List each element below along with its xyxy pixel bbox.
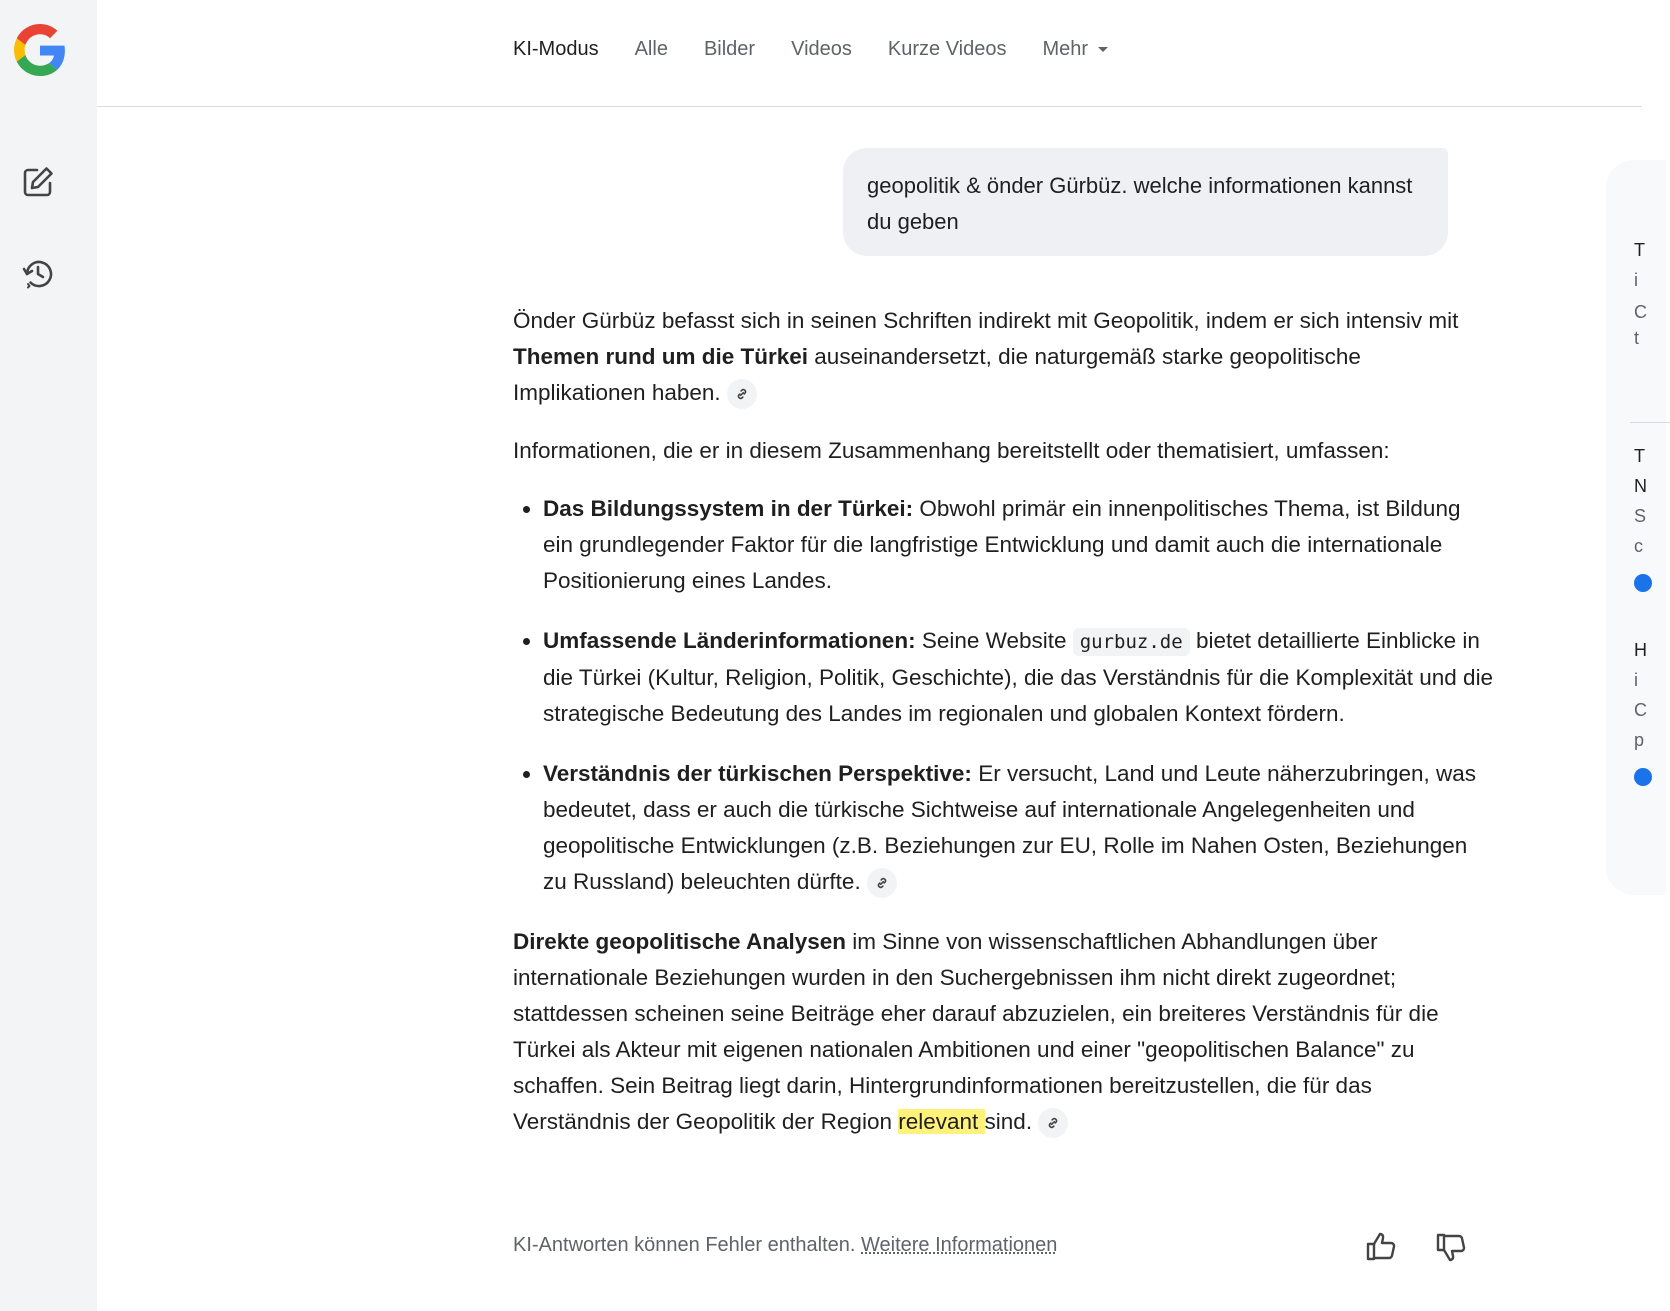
bold-text: Themen rund um die Türkei (513, 344, 809, 369)
text: sind. (984, 1109, 1033, 1134)
text: im Sinne von wissenschaftlichen Abhandlungen über internationale Beziehungen wurden in den Suchergebnissen ihm nicht direkt zugeordnet; stattdessen scheinen seine Beiträge eher darauf abzuzielen, ein breiteres Verständnis für die Türkei als Akteur mit eigenen nationalen Ambitionen und einer "geopolitischen Balance" zu schaffen. Sein Beitrag liegt darin, Hintergrundinformationen bereitzustellen, die für das Verständnis der Geopolitik der Region (513, 929, 1439, 1134)
tab-ki-modus[interactable] (513, 36, 599, 62)
tab-bilder[interactable] (704, 36, 755, 62)
disclaimer-text: KI-Antworten können Fehler enthalten. (513, 1234, 856, 1256)
answer-bullet-list (513, 491, 1495, 900)
more-info-link[interactable]: Weitere Informationen (861, 1234, 1058, 1256)
bold-text: Direkte geopolitische Analysen (513, 929, 847, 954)
sources-side-panel[interactable] (1606, 160, 1666, 895)
tab-label: Bilder (703, 38, 756, 60)
source-text-fragment: S (1634, 506, 1647, 526)
tab-alle[interactable] (635, 36, 668, 62)
list-item (543, 623, 1495, 732)
source-text-fragment: i (1634, 670, 1638, 690)
tab-label: Kurze Videos (887, 38, 1007, 60)
user-query-bubble: geopolitik & önder Gürbüz. welche informationen kannst du geben (843, 148, 1448, 256)
source-text-fragment: i (1634, 270, 1638, 290)
text: bietet detaillierte Einblicke in die Türkei (Kultur, Religion, Politik, Geschichte), die das Verständnis für die Komplexität und die strategische Bedeutung des Landes im regionalen und globalen Kontext fördern. (543, 628, 1494, 726)
citation-link-icon[interactable] (867, 868, 897, 898)
top-nav-bar (97, 0, 1642, 107)
tab-label: KI-Modus (513, 38, 599, 60)
answer-footer (513, 1230, 1473, 1266)
text: auseinandersetzt, die naturgemäß starke geopolitische Implikationen haben. (513, 344, 1361, 405)
divider (1630, 422, 1670, 423)
tab-mehr[interactable] (1042, 36, 1108, 62)
highlighted-text: relevant (898, 1109, 985, 1134)
ai-answer (513, 303, 1495, 1162)
text: Seine Website (915, 628, 1073, 653)
answer-intro (513, 303, 1495, 411)
thumbs-down-icon[interactable] (1434, 1230, 1468, 1264)
thumbs-up-icon[interactable] (1364, 1230, 1398, 1264)
tab-videos[interactable] (791, 36, 852, 62)
text: Önder Gürbüz befasst sich in seinen Schriften indirekt mit Geopolitik, indem er sich intensiv mit (513, 308, 1459, 333)
citation-link-icon[interactable] (1038, 1108, 1068, 1138)
bold-text: Das Bildungssystem in der Türkei: (543, 496, 914, 521)
left-rail (0, 0, 97, 1311)
search-mode-tabs (513, 36, 1144, 62)
source-title-fragment: H (1634, 640, 1647, 660)
source-text-fragment: C (1634, 700, 1647, 720)
source-title-fragment: T (1634, 446, 1645, 466)
disclaimer (513, 1234, 1057, 1257)
source-title-fragment: T (1634, 240, 1645, 260)
citation-link-icon[interactable] (727, 379, 757, 409)
tab-label: Videos (791, 38, 852, 60)
source-favicon-icon (1634, 768, 1652, 786)
caret-down-icon (1098, 47, 1108, 52)
tab-kurze-videos[interactable] (888, 36, 1007, 62)
source-text-fragment: C (1634, 302, 1647, 322)
source-title-fragment: N (1634, 476, 1647, 496)
source-favicon-icon (1634, 574, 1652, 592)
tab-label: Alle (634, 38, 668, 60)
bold-text: Verständnis der türkischen Perspektive: (543, 761, 972, 786)
google-g-icon[interactable] (14, 24, 66, 76)
answer-closing (513, 924, 1495, 1140)
answer-lead: Informationen, die er in diesem Zusammenhang bereitstellt oder thematisiert, umfassen: (513, 438, 1390, 463)
list-item (543, 756, 1495, 900)
bold-text: Umfassende Länderinformationen: (543, 628, 916, 653)
new-chat-edit-icon[interactable] (20, 164, 56, 200)
tab-label: Mehr (1042, 38, 1089, 60)
source-text-fragment: p (1634, 730, 1645, 750)
history-icon[interactable] (20, 256, 56, 292)
source-text-fragment: t (1634, 328, 1640, 348)
text: Er versucht, Land und Leute näherzubringen, was bedeutet, dass er auch die türkische Sichtweise auf internationale Angelegenheiten und geopolitische Entwicklungen (z.B. Beziehungen zur EU, Rolle im Nahen Osten, Beziehungen zu Russland) beleuchten dürfte. (543, 761, 1477, 894)
list-item (543, 491, 1495, 599)
source-text-fragment: c (1634, 536, 1643, 556)
website-code: gurbuz.de (1073, 628, 1190, 656)
text: Obwohl primär ein innenpolitisches Thema, ist Bildung ein grundlegender Faktor für die langfristige Entwicklung und damit auch die internationale Positionierung eines Landes. (543, 496, 1461, 593)
